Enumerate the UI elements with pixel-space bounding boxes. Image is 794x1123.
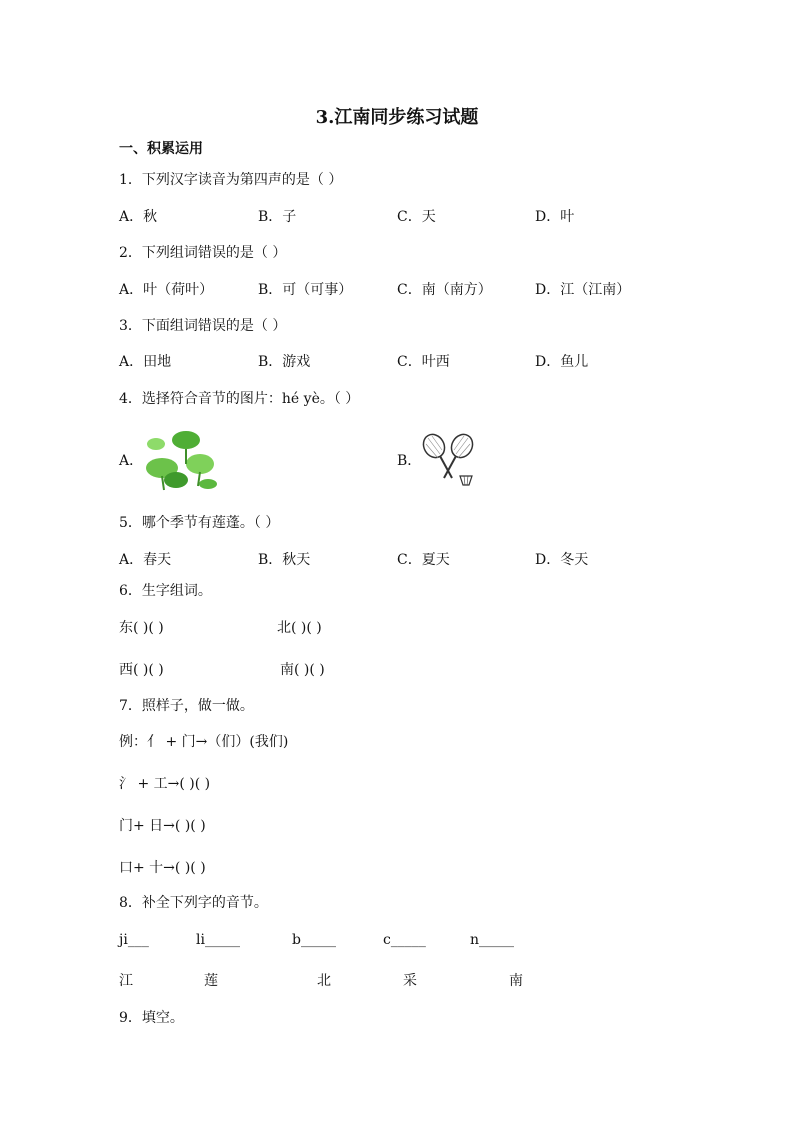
q8-char-2: 莲 — [204, 973, 218, 989]
q8-char-1: 江 — [119, 973, 133, 989]
q5-option-c: C．夏天 — [397, 552, 450, 568]
q1-option-b: B．子 — [258, 209, 297, 225]
q8-pinyin-1: ji___ — [119, 932, 149, 948]
q1-option-c: C．天 — [397, 209, 436, 225]
q8-pinyin-5: n_____ — [470, 932, 515, 948]
q3-option-d: D．鱼儿 — [535, 354, 589, 370]
question-7: 7．照样子，做一做。 — [119, 698, 254, 714]
q5-option-d: D．冬天 — [535, 552, 589, 568]
q8-char-5: 南 — [509, 973, 523, 989]
q6-row1-north: 北( )( ) — [277, 620, 322, 636]
q2-option-b: B．可（可事） — [258, 282, 353, 298]
q7-row-1: 氵 + 工→( )( ) — [119, 776, 211, 792]
q7-example: 例：亻 + 门→（们）(我们) — [119, 734, 289, 750]
q8-char-3: 北 — [317, 973, 331, 989]
q3-option-a: A．田地 — [119, 354, 172, 370]
lotus-leaves-image — [142, 424, 218, 492]
question-1: 1．下列汉字读音为第四声的是（ ） — [119, 172, 343, 188]
q8-pinyin-2: li_____ — [196, 932, 240, 948]
q5-option-b: B．秋天 — [258, 552, 311, 568]
question-2: 2．下列组词错误的是（ ） — [119, 245, 287, 261]
question-6: 6．生字组词。 — [119, 583, 212, 599]
q5-option-a: A．春天 — [119, 552, 172, 568]
question-8: 8．补全下列字的音节。 — [119, 895, 268, 911]
q6-row2-south: 南( )( ) — [280, 662, 325, 678]
question-5: 5．哪个季节有莲蓬。（ ） — [119, 515, 280, 531]
q8-pinyin-3: b_____ — [292, 932, 336, 948]
q7-row-3: 口+ 十→( )( ) — [119, 860, 206, 876]
q1-option-d: D．叶 — [535, 209, 575, 225]
q2-option-d: D．江（江南） — [535, 282, 631, 298]
q3-option-c: C．叶西 — [397, 354, 450, 370]
question-9: 9．填空。 — [119, 1010, 184, 1026]
question-4: 4．选择符合音节的图片：hé yè。（ ） — [119, 391, 360, 407]
q6-row1-east: 东( )( ) — [119, 620, 164, 636]
q7-row-2: 门+ 日→( )( ) — [119, 818, 206, 834]
q8-char-4: 采 — [403, 973, 417, 989]
badminton-rackets-image — [420, 432, 478, 488]
q4-option-a: A． — [119, 453, 144, 469]
q1-option-a: A．秋 — [119, 209, 158, 225]
q6-row2-west: 西( )( ) — [119, 662, 164, 678]
q3-option-b: B．游戏 — [258, 354, 311, 370]
q2-option-a: A．叶（荷叶） — [119, 282, 214, 298]
question-3: 3．下面组词错误的是（ ） — [119, 318, 287, 334]
q4-option-b: B． — [397, 453, 422, 469]
section-heading: 一、积累运用 — [119, 141, 203, 157]
q8-pinyin-4: c_____ — [383, 932, 426, 948]
q2-option-c: C．南（南方） — [397, 282, 492, 298]
page-title: 3.江南同步练习试题 — [315, 107, 479, 128]
